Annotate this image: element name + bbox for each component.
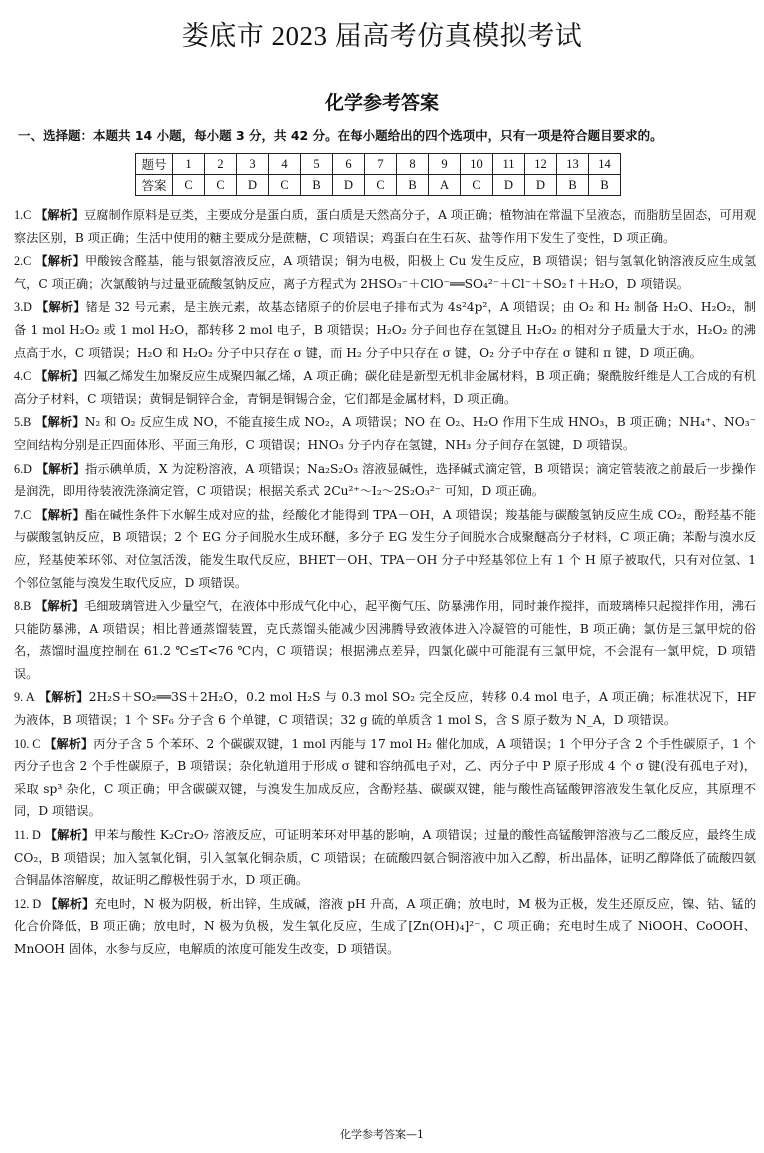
page-footer: 化学参考答案—1 [340, 1128, 424, 1141]
question-number: 9 [429, 154, 461, 175]
item-tag: 【解析】 [38, 690, 89, 705]
answer-table-number-row [136, 154, 621, 175]
item-tag: 【解析】 [35, 208, 85, 222]
explanation-item [14, 824, 756, 892]
answer-cell: D [237, 175, 269, 196]
answer-cell: C [205, 175, 237, 196]
item-text: 四氟乙烯发生加聚反应生成聚四氟乙烯，A 项正确；碳化硅是新型无机非金属材料，B 项正确；聚酰胺纤维是人工合成的有机高分子材料，C 项错误；黄铜是铜锌合金，青铜是铜锡合金，它们都是金属材料，D 项正确。 [14, 369, 756, 406]
answer-cell: B [301, 175, 333, 196]
answer-cell: D [333, 175, 365, 196]
answer-cell: D [525, 175, 557, 196]
item-text: 毛细玻璃管进入少量空气，在液体中形成气化中心，起平衡气压、防暴沸作用，同时兼作搅拌，而玻璃棒只起搅拌作用，沸石只能防暴沸，A 项错误；相比普通蒸馏装置，克氏蒸馏头能减少因沸腾导致液体进入冷凝管的可能性，B 项正确；氯仿是三氯甲烷的俗名，蒸馏时温度控制在 61.2 ℃≤T<76 ℃内，C 项错误；根据沸点差异，四氯化碳中可能混有三氯甲烷，不会混有一氯甲烷，D 项错误。 [14, 599, 757, 681]
item-text: N₂ 和 O₂ 反应生成 NO，不能直接生成 NO₂，A 项错误；NO 在 O₂、H₂O 作用下生成 HNO₃，B 项正确；NH₄⁺、NO₃⁻ 空间结构分别是正四面体形、平面三角形，C 项错误；HNO₃ 分子内存在氢键，NH₃ 分子间存在氢键，D 项错误。 [14, 415, 757, 452]
item-tag: 【解析】 [35, 599, 85, 614]
item-number: 10. C [14, 736, 41, 751]
explanation-item [14, 595, 756, 685]
explanation-item [14, 504, 756, 594]
explanation-item [14, 250, 756, 295]
question-number: 12 [525, 154, 557, 175]
answer-cell: C [269, 175, 301, 196]
item-number: 6.D [14, 461, 32, 476]
item-text: 锗是 32 号元素，是主族元素，故基态锗原子的价层电子排布式为 4s²4p²，A 项错误；由 O₂ 和 H₂ 制备 H₂O、H₂O₂，制备 1 mol H₂O₂ 或 1 mol H₂O，都转移 2 mol 电子，B 项错误；H₂O₂ 分子间也存在氢键且 H₂O₂ 的相对分子质量大于水，H₂O₂ 的沸点高于水，C 项错误；H₂O 和 H₂O₂ 分子中只存在 σ 键，而 H₂ 分子中只存在 σ 键，O₂ 分子中存在 σ 键和 π 键，D 项正确。 [14, 300, 757, 360]
item-number: 7.C [14, 507, 32, 522]
item-text: 充电时，N 极为阴极，析出锌，生成碱，溶液 pH 升高，A 项正确；放电时，M 极为正极，发生还原反应，镍、钴、锰的化合价降低，B 项正确；放电时，N 极为负极，发生氧化反应，生成了[Zn(OH)₄]²⁻，C 项正确；充电时生成了 NiOOH、CoOOH、MnOOH 固体，水参与反应，电解质的浓度可能发生改变，D 项错误。 [14, 896, 757, 956]
explanation-item [14, 458, 756, 503]
explanation-item [14, 411, 756, 456]
item-number: 1.C [14, 208, 32, 222]
item-text: 指示碘单质，X 为淀粉溶液，A 项错误；Na₂S₂O₃ 溶液显碱性，选择碱式滴定管，B 项错误；滴定管装液之前最后一步操作是润洗，即用待装液洗涤滴定管，C 项错误；根据关系式 2Cu²⁺～I₂～2S₂O₃²⁻ 可知，D 项正确。 [14, 461, 757, 499]
item-tag: 【解析】 [35, 254, 85, 269]
item-number: 3.D [14, 300, 32, 315]
item-text: 甲苯与酸性 K₂Cr₂O₇ 溶液反应，可证明苯环对甲基的影响，A 项错误；过量的酸性高锰酸钾溶液与乙二酸反应，最终生成 CO₂，B 项错误；加入氢氧化铜，引入氢氧化铜杂质，C 项错误；在硫酸四氨合铜溶液中加入乙醇，析出晶体，证明乙醇降低了硫酸四氨合铜晶体溶解度，故证明乙醇极性弱于水，D 项正确。 [14, 828, 757, 888]
item-text: 2H₂S＋SO₂══3S＋2H₂O，0.2 mol H₂S 与 0.3 mol SO₂ 完全反应，转移 0.4 mol 电子，A 项正确；标准状况下，HF 为液体，B 项错误；1 个 SF₆ 分子含 6 个单键，C 项错误；32 g 硫的单质含 1 mol S，含 S 原子数为 N_A，D 项错误。 [14, 690, 756, 728]
question-number: 8 [397, 154, 429, 175]
answer-cell: C [365, 175, 397, 196]
answer-cell: C [173, 175, 205, 196]
item-number: 9. A [14, 690, 35, 705]
answer-subtitle: 化学参考答案 [324, 92, 439, 114]
answer-cell: A [429, 175, 461, 196]
question-number: 13 [557, 154, 589, 175]
answer-cell: D [493, 175, 525, 196]
item-tag: 【解析】 [45, 896, 95, 911]
question-number: 11 [493, 154, 525, 175]
explanation-item [14, 296, 756, 364]
explanation-item [14, 686, 756, 731]
explanations-list [14, 204, 756, 962]
question-number: 2 [205, 154, 237, 175]
item-number: 12. D [14, 896, 42, 911]
item-tag: 【解析】 [44, 828, 95, 843]
item-text: 酯在碱性条件下水解生成对应的盐，经酸化才能得到 TPA－OH，A 项错误；羧基能与碳酸氢钠反应生成 CO₂，酚羟基不能与碳酸氢钠反应，B 项错误；2 个 EG 分子间脱水生成环醚，多分子 EG 发生分子间脱水合成聚醚高分子材料，C 项正确；苯酚与溴水反应，羟基使苯环邻、对位氢活泼，能发生取代反应，BHET－OH、TPA－OH 分子中羟基邻位上有 1 个 H 原子被取代，只有对位氢、1 个邻位氢能与溴发生取代反应，D 项错误。 [14, 507, 757, 590]
answer-cell: B [397, 175, 429, 196]
item-tag: 【解析】 [44, 736, 94, 751]
item-number: 8.B [14, 599, 32, 614]
explanation-item [14, 733, 756, 823]
answer-table-answer-row [136, 175, 621, 196]
exam-title: 娄底市 2023 届高考仿真模拟考试 [181, 21, 583, 51]
item-tag: 【解析】 [35, 415, 85, 430]
section-heading: 一、选择题：本题共 14 小题，每小题 3 分，共 42 分。在每小题给出的四个选项中，只有一项是符合题目要求的。 [18, 128, 663, 143]
question-number: 3 [237, 154, 269, 175]
item-number: 4.C [14, 369, 32, 384]
question-number: 5 [301, 154, 333, 175]
answer-cell: C [461, 175, 493, 196]
explanation-item [14, 204, 756, 249]
question-number: 7 [365, 154, 397, 175]
row-label: 答案 [136, 175, 173, 196]
item-text: 豆腐制作原料是豆类，主要成分是蛋白质，蛋白质是天然高分子，A 项正确；植物油在常温下呈液态，而脂肪呈固态，可用观察法区别，B 项正确；生活中使用的糖主要成分是蔗糖，C 项错误；鸡蛋白在生石灰、盐等作用下发生了变性，D 项正确。 [14, 208, 757, 245]
item-tag: 【解析】 [35, 507, 85, 522]
item-number: 5.B [14, 415, 32, 430]
question-number: 4 [269, 154, 301, 175]
item-tag: 【解析】 [36, 300, 86, 315]
item-number: 2.C [14, 254, 32, 269]
item-text: 甲酸铵含醛基，能与银氨溶液反应，A 项错误；铜为电极，阳极上 Cu 发生反应，B 项错误；铝与氢氧化钠溶液反应生成氢气，C 项正确；次氯酸钠与过量亚硫酸氢钠反应，离子方程式为 2HSO₃⁻＋ClO⁻══SO₄²⁻＋Cl⁻＋SO₂↑＋H₂O，D 项错误。 [14, 254, 757, 291]
row-label: 题号 [136, 154, 173, 175]
question-number: 10 [461, 154, 493, 175]
item-number: 11. D [14, 828, 41, 843]
question-number: 6 [333, 154, 365, 175]
answer-cell: B [557, 175, 589, 196]
answer-table [135, 153, 621, 196]
question-number: 1 [173, 154, 205, 175]
item-tag: 【解析】 [35, 461, 86, 476]
explanation-item [14, 365, 756, 410]
answer-cell: B [589, 175, 621, 196]
item-tag: 【解析】 [35, 369, 84, 384]
item-text: 丙分子含 5 个苯环、2 个碳碳双键，1 mol 丙能与 17 mol H₂ 催化加成，A 项错误；1 个甲分子含 2 个手性碳原子，1 个丙分子也含 2 个手性碳原子，B 项错误；杂化轨道用于形成 σ 键和容纳孤电子对，乙、丙分子中 P 原子形成 4 个 σ 键(没有孤电子对)，采取 sp³ 杂化，C 项正确；甲含碳碳双键，与溴发生加成反应，含酚羟基、碳碳双键，能与酸性高锰酸钾溶液发生氧化反应，其原理不同，D 项错误。 [14, 736, 756, 819]
question-number: 14 [589, 154, 621, 175]
explanation-item [14, 893, 756, 961]
